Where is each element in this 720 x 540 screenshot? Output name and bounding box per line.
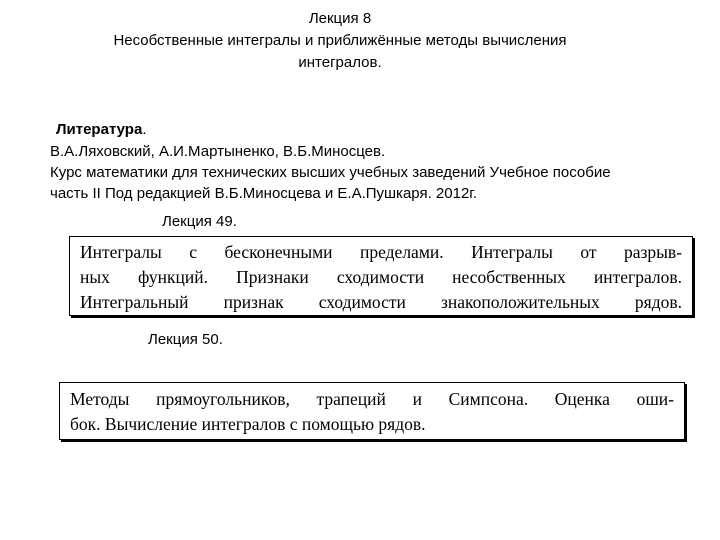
lecture-49-label: Лекция 49. [162, 213, 237, 230]
page-title [0, 8, 680, 74]
title-line-2: интегралов. [298, 54, 382, 71]
literature-book-line-2: часть II Под редакцией В.Б.Миносцева и Е.А.Пушкаря. 2012г. [50, 185, 478, 202]
literature-book-line-1: Курс математики для технических высших учебных заведений Учебное пособие [50, 164, 611, 181]
lecture-number: Лекция 8 [308, 10, 372, 27]
lecture-49-topic-box [69, 236, 693, 316]
literature-heading-suffix: . [142, 121, 147, 138]
literature-heading [56, 119, 146, 140]
lecture-49-topic-line-2: ных функций. Признаки сходимости несобственных интегралов. [80, 267, 682, 287]
lecture-50-topic-line-2: бок. Вычисление интегралов с помощью рядов. [70, 414, 426, 434]
lecture-50-topic-box [59, 382, 685, 440]
literature-reference [50, 141, 690, 204]
lecture-49-topic-line-3: Интегральный признак сходимости знакоположительных рядов. [80, 292, 682, 312]
lecture-50-topic-line-1: Методы прямоугольников, трапеций и Симпсона. Оценка оши- [70, 389, 674, 409]
lecture-49-topic-line-1: Интегралы с бесконечными пределами. Интегралы от разрыв- [80, 242, 682, 262]
literature-heading-text: Литература [56, 121, 143, 138]
literature-authors: В.А.Ляховский, А.И.Мартыненко, В.Б.Миносцев. [50, 143, 386, 160]
title-line-1: Несобственные интегралы и приближённые методы вычисления [113, 32, 567, 49]
lecture-50-label: Лекция 50. [148, 331, 223, 348]
